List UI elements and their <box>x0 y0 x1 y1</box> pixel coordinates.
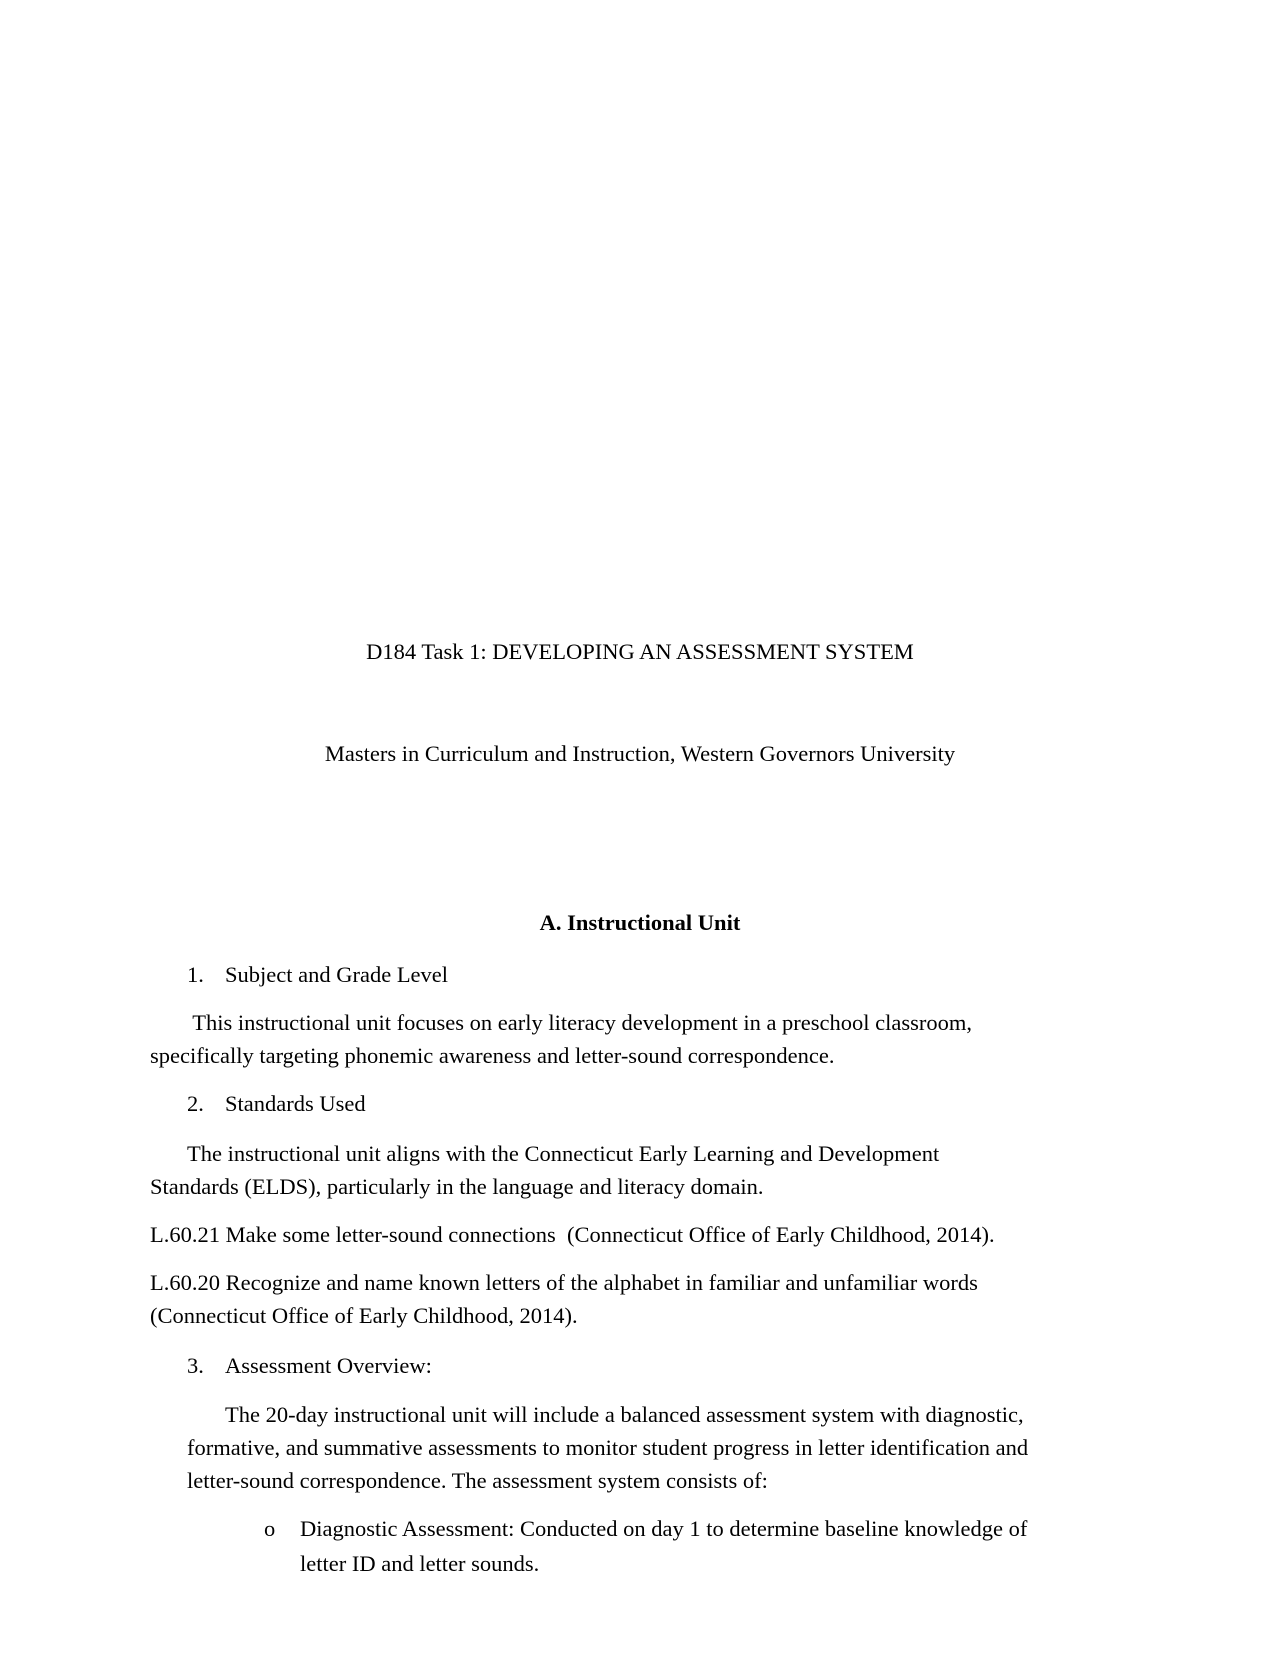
document-title: D184 Task 1: DEVELOPING AN ASSESSMENT SYSTEM <box>366 639 914 664</box>
item-assessment-overview: Assessment Overview: <box>225 1353 432 1378</box>
standard-l6020-line: (Connecticut Office of Early Childhood, 2014). <box>150 1303 578 1328</box>
paragraph-line: The 20-day instructional unit will include a balanced assessment system with diagnostic, <box>225 1402 1024 1427</box>
standard-l6021: L.60.21 Make some letter-sound connections (Connecticut Office of Early Childhood, 2014). <box>150 1222 995 1247</box>
bullet-text-line: Diagnostic Assessment: Conducted on day 1 to determine baseline knowledge of <box>300 1516 1028 1541</box>
paragraph-line: formative, and summative assessments to monitor student progress in letter identification and <box>187 1435 1029 1460</box>
list-number-1: 1. <box>187 962 204 987</box>
paragraph-line: Standards (ELDS), particularly in the language and literacy domain. <box>150 1174 764 1199</box>
paragraph-line: specifically targeting phonemic awareness and letter-sound correspondence. <box>150 1043 835 1068</box>
paragraph-line: The instructional unit aligns with the Connecticut Early Learning and Development <box>187 1141 940 1166</box>
standard-l6020-line: L.60.20 Recognize and name known letters of the alphabet in familiar and unfamiliar words <box>150 1270 978 1295</box>
list-number-3: 3. <box>187 1353 204 1378</box>
list-number-2: 2. <box>187 1091 204 1116</box>
item-subject-grade-level: Subject and Grade Level <box>225 962 449 987</box>
item-standards-used: Standards Used <box>225 1091 366 1116</box>
document-subtitle: Masters in Curriculum and Instruction, Western Governors University <box>324 741 956 766</box>
section-heading: A. Instructional Unit <box>539 910 741 935</box>
bullet-text-line: letter ID and letter sounds. <box>300 1551 540 1576</box>
paragraph-line: This instructional unit focuses on early literacy development in a preschool classroom, <box>187 1010 973 1035</box>
bullet-marker: o <box>264 1516 276 1541</box>
paragraph-line: letter-sound correspondence. The assessment system consists of: <box>187 1468 768 1493</box>
